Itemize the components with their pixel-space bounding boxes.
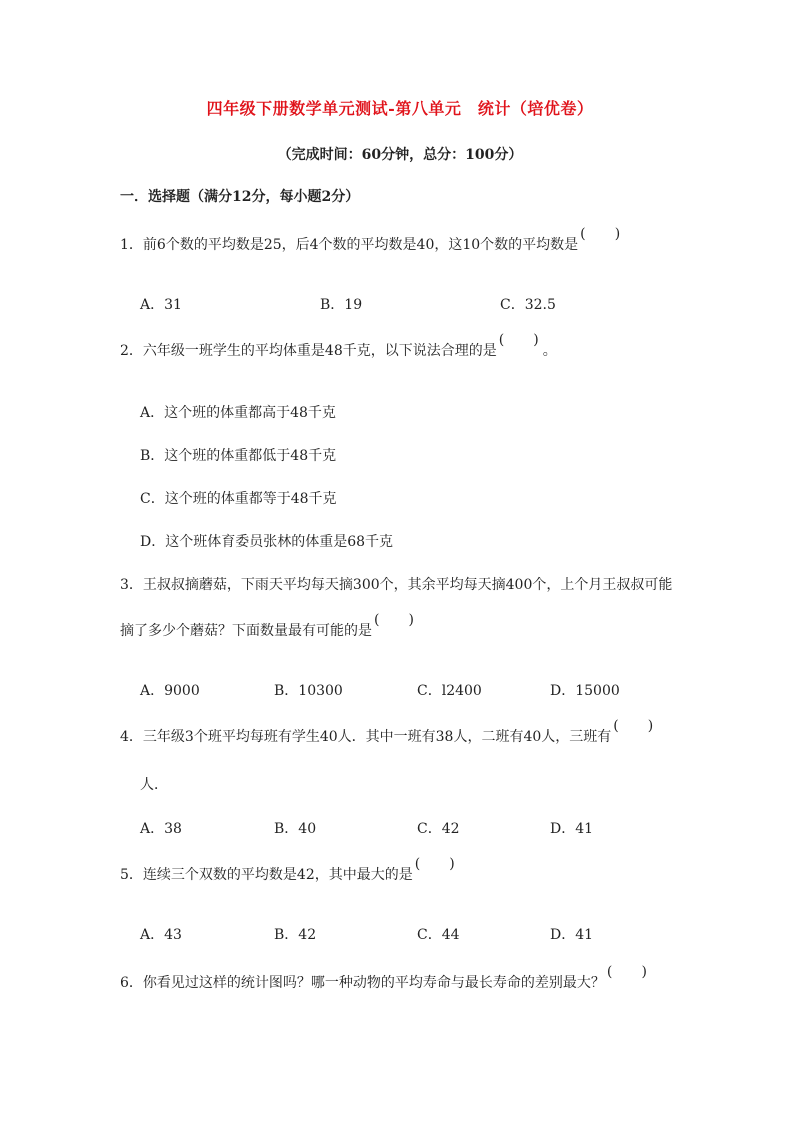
option-a: A．31 — [140, 297, 182, 313]
exam-info: （完成时间：60分钟，总分：100分） — [277, 147, 523, 163]
option-c: C．l2400 — [417, 683, 482, 699]
option-b: B．42 — [274, 927, 317, 943]
question-5-stem — [120, 864, 459, 884]
option-d: D．15000 — [550, 683, 620, 699]
question-text: 1．前6个数的平均数是25，后4个数的平均数是40，这10个数的平均数是 — [120, 237, 579, 253]
option-a: A．38 — [140, 821, 182, 837]
question-text: 5．连续三个双数的平均数是42，其中最大的是 — [120, 867, 413, 883]
option-b: B．19 — [320, 297, 363, 313]
option-b: B．这个班的体重都低于48千克 — [140, 448, 337, 464]
answer-blank[interactable] — [578, 228, 624, 244]
option-b: B．10300 — [274, 683, 343, 699]
option-b: B．40 — [274, 821, 317, 837]
option-a: A．9000 — [140, 683, 200, 699]
option-c: C．32.5 — [500, 297, 556, 313]
question-text: 6．你看见过这样的统计图吗？哪一种动物的平均寿命与最长寿命的差别最大？ — [120, 975, 605, 991]
answer-blank[interactable] — [372, 614, 418, 630]
question-text-end: 。 — [542, 343, 557, 359]
option-d: D．41 — [550, 927, 594, 943]
question-4-stem — [120, 726, 657, 746]
answer-blank[interactable] — [497, 334, 543, 350]
question-2-stem — [120, 340, 557, 360]
question-text: 4．三年级3个班平均每班有学生40人．其中一班有38人，二班有40人，三班有 — [120, 729, 612, 745]
option-a: A．这个班的体重都高于48千克 — [140, 405, 336, 421]
question-3-stem: 3．王叔叔摘蘑菇，下雨天平均每天摘300个，其余平均每天摘400个，上个月王叔叔可能 — [120, 577, 673, 593]
question-4-stem-line2: 人． — [140, 777, 168, 793]
question-text: 2．六年级一班学生的平均体重是48千克，以下说法合理的是 — [120, 343, 497, 359]
option-d: D．这个班体育委员张林的体重是68千克 — [140, 534, 394, 550]
answer-blank[interactable] — [611, 720, 657, 736]
question-3-stem-line2 — [120, 620, 418, 640]
option-a: A．43 — [140, 927, 182, 943]
question-text: 摘了多少个蘑菇？下面数量最有可能的是 — [120, 623, 372, 639]
option-d: D．41 — [550, 821, 594, 837]
answer-blank[interactable] — [605, 966, 651, 982]
option-c: C．这个班的体重都等于48千克 — [140, 491, 337, 507]
answer-blank[interactable] — [413, 858, 459, 874]
question-1-stem — [120, 234, 624, 254]
question-6-stem — [120, 972, 651, 992]
option-c: C．42 — [417, 821, 460, 837]
page-title: 四年级下册数学单元测试-第八单元 统计（培优卷） — [206, 99, 594, 118]
option-c: C．44 — [417, 927, 460, 943]
section-heading: 一．选择题（满分12分，每小题2分） — [120, 189, 360, 205]
